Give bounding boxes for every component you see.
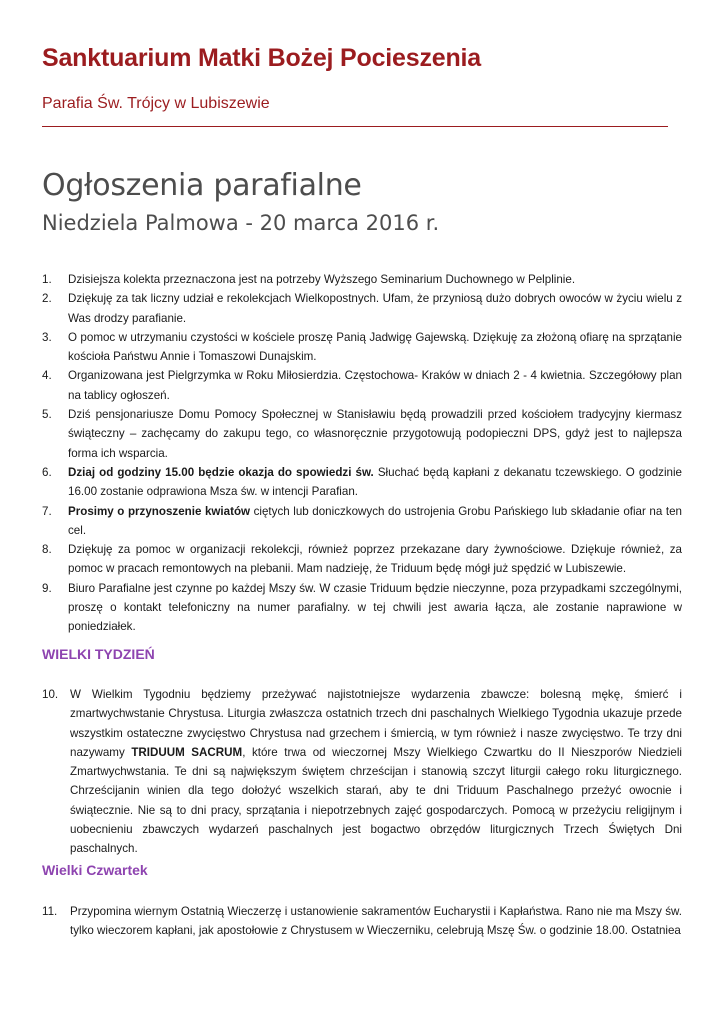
- announcement-item: [42, 366, 682, 405]
- item-text: Dziś pensjonariusze Domu Pomocy Społecznej w Stanisławiu będą prowadzili przed kościołem tradycyjny kiermasz świąteczny – zachęcamy do zakupu tego, co własnoręcznie przygotowują podopieczni DPS, gdyż jest to najlepsza forma ich wsparcia.: [68, 408, 682, 460]
- item-number: 2.: [42, 292, 52, 306]
- item-text: Słuchać będą kapłani z dekanatu tczewskiego. O godzinie 16.00 zostanie odprawiona Msza św. w intencji Parafian.: [68, 465, 683, 499]
- item-text: Dziękuję za pomoc w organizacji rekolekcji, również poprzez przekazane dary żywnościowe. Dziękuje również, za pomoc w pracach remontowych na plebanii. Mam nadzieję, że Triduum będę mógł już spędzić w Lubiszewie.: [68, 543, 682, 576]
- item-number: 10.: [42, 688, 59, 701]
- announcement-item: [42, 328, 682, 367]
- item-text: , które trwa od wieczornej Mszy Wielkiego Czwartku do II Nieszporów Niedzieli Zmartwychwstania. Te dni są największym świętem chrześcijan i stanowią szczyt liturgii całego roku liturgicznego. Chrześcijanin winien dla tego dołożyć wszelkich starań, aby te dni Triduum Paschalnego przeżyć owocnie i świątecznie. Nie są to dni pracy, sprzątania i niepotrzebnych zajęć gospodarczych. Pomocą w przeżyciu religijnym i uobecnieniu zbawczych wydarzeń paschalnych jest bogactwo obrzędów liturgicznych Trzech Świętych Dni paschalnych.: [70, 745, 682, 856]
- item-bold-text: Prosimy o przynoszenie kwiatów: [68, 504, 251, 518]
- item-number: 3.: [42, 330, 52, 344]
- section-heading-holy-thursday: Wielki Czwartek: [42, 862, 148, 878]
- item-text: Biuro Parafialne jest czynne po każdej Mszy św. W czasie Triduum będzie nieczynne, poza przypadkami szczególnymi, proszę o kontakt telefoniczny na numer parafialny. w tej chwili jest awaria łącza, ale zostanie naprawione w poniedziałek.: [68, 581, 682, 634]
- item-text: W Wielkim Tygodniu będziemy przeżywać najistotniejsze wydarzenia zbawcze: bolesną mękę, śmierć i zmartwychwstanie Chrystusa. Liturgia zwłaszcza ostatnich trzech dni paschalnych Wielkiego Tygodnia ukazuje przede wszystkim ostateczne zwycięstwo Chrystusa nad grzechem i śmiercią, w tym również i nasze zwycięstwo. Te trzy dni nazywamy: [70, 688, 682, 759]
- item-text: ciętych lub doniczkowych do ustrojenia Grobu Pańskiego lub składanie ofiar na ten cel.: [68, 504, 682, 537]
- item-bold-text: Dziaj od godziny 15.00 będzie okazja do spowiedzi św.: [68, 465, 374, 479]
- announcement-item: [42, 902, 682, 941]
- announcement-item: [42, 405, 682, 463]
- document-date-line: Niedziela Palmowa - 20 marca 2016 r.: [42, 211, 440, 235]
- document-title: Ogłoszenia parafialne: [42, 168, 362, 203]
- holy-thursday-list: [42, 902, 682, 941]
- item-number: 8.: [42, 543, 52, 557]
- announcement-item: [42, 463, 682, 502]
- item-number: 5.: [42, 408, 52, 422]
- item-text: Przypomina wiernym Ostatnią Wieczerzę i ustanowienie sakramentów Eucharystii i Kapłaństwa. Rano nie ma Mszy św. tylko wieczorem kapłani, jak apostołowie z Chrystusem w Wieczerniku, celebrują Mszę Św. o godzinie 18.00. Ostatniea: [70, 905, 682, 938]
- announcements-list: [42, 270, 682, 637]
- announcement-item: [42, 685, 682, 859]
- announcement-item: [42, 502, 682, 541]
- item-number: 7.: [42, 504, 52, 518]
- item-number: 9.: [42, 581, 52, 595]
- item-number: 1.: [42, 273, 52, 286]
- section-heading-holy-week: WIELKI TYDZIEŃ: [42, 646, 155, 662]
- item-text: Organizowana jest Pielgrzymka w Roku Miłosierdzia. Częstochowa- Kraków w dniach 2 - 4 kwietnia. Szczegółowy plan na tablicy ogłoszeń.: [68, 369, 682, 402]
- announcement-item: [42, 289, 682, 328]
- site-subtitle: Parafia Św. Trójcy w Lubiszewie: [42, 95, 270, 112]
- item-number: 4.: [42, 369, 52, 383]
- site-title: Sanktuarium Matki Bożej Pocieszenia: [42, 44, 481, 72]
- announcement-item: [42, 540, 682, 579]
- announcement-item: [42, 270, 682, 289]
- announcement-item: [42, 579, 682, 637]
- holy-week-list: [42, 685, 682, 859]
- item-number: 11.: [42, 905, 58, 918]
- item-text: Dzisiejsza kolekta przeznaczona jest na potrzeby Wyższego Seminarium Duchownego w Pelplinie.: [68, 273, 576, 286]
- item-text: Dziękuję za tak liczny udział e rekolekcjach Wielkopostnych. Ufam, że przyniosą dużo dobrych owoców w życiu wielu z Was drodzy parafianie.: [68, 292, 682, 325]
- item-bold-text: TRIDUUM SACRUM: [131, 745, 243, 759]
- item-text: O pomoc w utrzymaniu czystości w kościele proszę Panią Jadwigę Gajewską. Dziękuję za złożoną ofiarę na sprzątanie kościoła Państwu Annie i Tomaszowi Dunajskim.: [68, 330, 682, 364]
- header-divider: [42, 126, 668, 127]
- item-number: 6.: [42, 465, 52, 479]
